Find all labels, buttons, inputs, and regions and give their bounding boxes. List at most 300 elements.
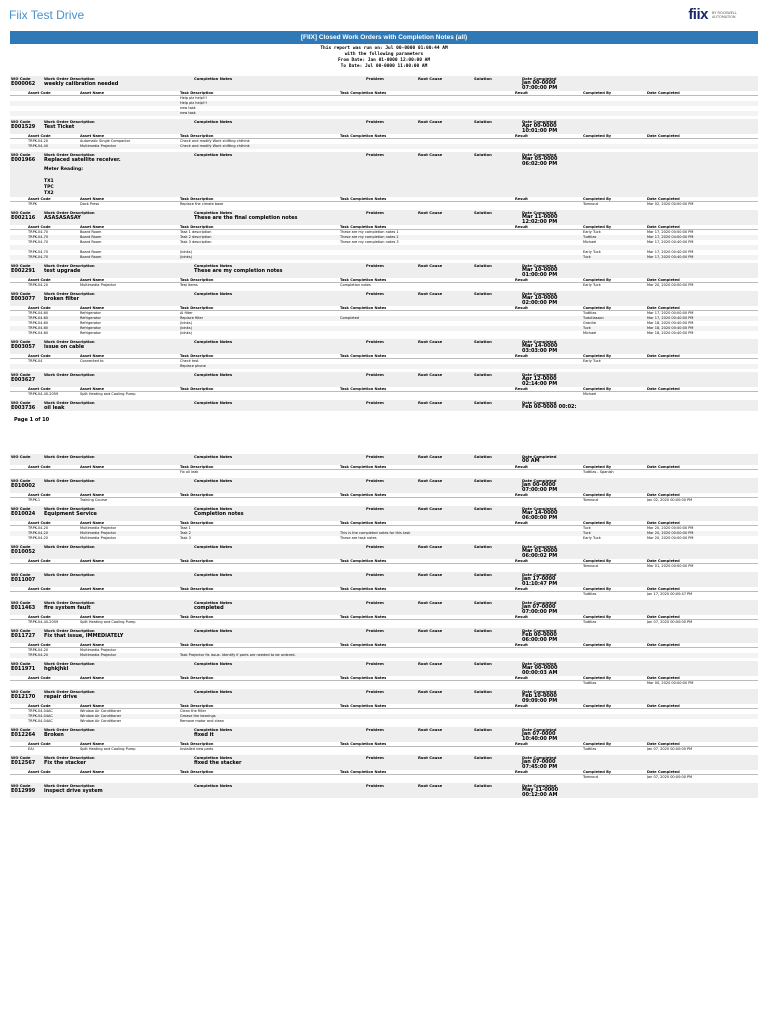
task-asset-name: Multimedia Projector [80,526,117,530]
task-row [10,111,758,116]
wo-code[interactable]: E010024 [11,511,36,517]
task-asset-code[interactable]: TRPK-1 [28,498,41,502]
label-problem: Problem [366,755,384,760]
label-task-notes: Task Completion Notes [340,676,387,680]
spacer [10,306,28,310]
label-wo-desc: Work Order Description [44,544,95,549]
label-problem: Problem [366,339,384,344]
wo-description: inspect drive system [44,788,103,794]
label-task-desc: Task Description [180,493,214,497]
spacer [10,615,28,619]
label-asset-name: Asset Name [80,704,105,708]
work-order-header [10,478,758,493]
task-description: Task Projector fix issue. Identify if parts are needed to be ordered. [180,653,296,657]
task-description: new task [180,111,196,115]
label-root-cause: Root Cause [418,783,443,788]
task-result [515,202,583,207]
header-values-row [10,296,758,306]
label-solution: Solution [474,210,492,215]
solution-value [474,549,522,559]
task-row [10,202,758,207]
completion-notes [194,377,366,387]
label-solution: Solution [474,76,492,81]
label-asset-name: Asset Name [80,587,105,591]
wo-code[interactable]: E002116 [11,215,36,221]
wo-code[interactable]: E000062 [11,81,36,87]
label-task-desc: Task Description [180,354,214,358]
label-task-notes: Task Completion Notes [340,521,387,525]
label-wo-code: WO Code [11,339,31,344]
completion-notes: Completion notes [194,511,244,517]
task-description: Clean the filter [180,709,207,713]
date-line: May 11-0000 [522,787,559,793]
wo-code[interactable]: E012567 [11,760,36,766]
date-completed [522,81,612,91]
wo-description [44,377,194,387]
label-root-cause: Root Cause [418,506,443,511]
date-line: Apr 00-0000 [522,123,557,129]
task-date-completed: Mar 18, 2020 00:40:00 PM [647,331,694,335]
task-completed-by: Early Tuck [583,359,601,363]
spacer [10,387,28,391]
label-result: Result [515,559,528,563]
task-asset-code[interactable]: TRPK-04-60 [28,326,49,330]
wo-code[interactable]: E002291 [11,268,36,274]
label-completion-notes: Completion Notes [194,263,233,268]
label-root-cause: Root Cause [418,544,443,549]
label-date-completed: Date Completed [522,152,557,157]
completion-notes [194,788,366,798]
wo-description: broken filter [44,296,80,302]
solution-value [474,788,522,798]
task-completion-notes [340,111,515,116]
date-line: 02:00:00 PM [522,300,558,306]
date-line: Jan 07-0000 [522,759,556,765]
task-completed-by: Granite [583,321,597,325]
task-description: Task 2 [180,531,191,535]
label-asset-code: Asset Code [28,465,51,469]
task-result [515,592,583,597]
task-asset-code[interactable]: TRPK-04-20 [28,536,49,540]
root-cause-value [418,666,474,676]
task-description: Help plz help!!! [180,96,208,100]
problem-value [366,81,418,91]
label-root-cause: Root Cause [418,210,443,215]
task-asset-code[interactable]: EAI [28,747,34,751]
label-completion-notes: Completion Notes [194,661,233,666]
task-date-completed: Mar 02, 2020 00:00:00 PM [647,202,694,206]
wo-code[interactable]: E011463 [11,605,36,611]
task-completion-notes [340,775,515,780]
completion-notes [194,344,366,354]
label-asset-name: Asset Name [80,493,105,497]
work-order-section [10,454,758,475]
app-title: Fiix Test Drive [9,8,85,22]
header-values-row [10,549,758,559]
task-asset-code[interactable]: TRPK-04-04AC [28,709,53,713]
task-date-completed: Mar 17, 2020 00:40:00 PM [647,316,694,320]
label-asset-name: Asset Name [80,387,105,391]
label-asset-name: Asset Name [80,278,105,282]
work-order-header [10,783,758,798]
task-asset-code[interactable]: TRPK-04-40 [28,144,49,148]
root-cause-value [418,577,474,587]
task-completed-by [583,111,647,116]
task-completed-by: Early Tuck [583,250,601,254]
label-asset-code: Asset Code [28,559,51,563]
spacer [10,536,28,541]
wo-code[interactable]: E011007 [11,577,36,583]
date-line: Apr 12-0000 [522,376,557,382]
label-completed-by: Completed By [583,770,612,774]
date-line: 06:00:00 PM [522,637,558,643]
label-date-completed: Date Completed [522,454,557,459]
task-completion-notes [340,747,515,752]
task-description: Check and modify Work shifting chthink [180,139,250,143]
task-completion-notes [340,653,515,658]
task-asset-code[interactable]: TRPK-04-70 [28,255,49,259]
task-date-completed [647,111,757,116]
label-completion-notes: Completion Notes [194,339,233,344]
spacer [10,498,28,503]
task-asset-name: Refrigerator [80,331,101,335]
completion-notes [194,296,366,306]
task-description: Help plz help!!! [180,101,208,105]
task-description: Installed new parts [180,747,214,751]
task-asset-code[interactable]: TRPK-04-04AC [28,714,53,718]
task-row [10,498,758,503]
label-task-desc: Task Description [180,742,214,746]
completion-notes: fixed it [194,732,214,738]
label-task-date: Date Completed [647,704,680,708]
label-result: Result [515,306,528,310]
label-task-notes: Task Completion Notes [340,225,387,229]
root-cause-value [418,405,474,411]
label-wo-code: WO Code [11,544,31,549]
label-date-completed: Date Completed [522,76,557,81]
label-asset-code: Asset Code [28,91,51,95]
task-description [180,620,340,625]
task-asset-code[interactable]: TRPK [28,202,37,206]
label-task-desc: Task Description [180,465,214,469]
label-task-date: Date Completed [647,91,680,95]
task-asset-name: Refrigerator [80,316,101,320]
task-asset-code[interactable] [28,364,80,369]
task-asset-name [80,470,180,475]
solution-value [474,666,522,676]
label-problem: Problem [366,544,384,549]
task-asset-code[interactable] [28,564,80,569]
date-line: 07:45:00 PM [522,764,558,770]
solution-value [474,633,522,643]
task-asset-name [80,564,180,569]
wo-code[interactable]: E003077 [11,296,36,302]
task-asset-code[interactable]: TRPK-04-20 [28,648,49,652]
wo-description: Fix the stacker [44,760,86,766]
task-asset-code[interactable]: TRPK-04-70 [28,240,49,244]
wo-code[interactable]: E011727 [11,633,36,639]
param-line: From Date: Jan 01-0000 12:00:00 AM [337,58,431,63]
task-description [180,564,340,569]
date-line: Mar 05-0000 [522,156,558,162]
completion-notes [194,549,366,559]
task-completed-by: Tomnout [583,564,599,568]
spacer [10,521,28,525]
task-asset-code[interactable]: TRPK-04-20 [28,283,49,287]
task-completed-by: Tuck [583,255,591,259]
wo-code[interactable]: E003736 [11,405,36,411]
task-completed-by: Tudtlias [583,681,597,685]
task-completion-notes [340,202,515,207]
task-row [10,747,758,752]
root-cause-value [418,788,474,798]
task-description: Task 1 [180,526,191,530]
task-description: Remove motor and clean [180,719,225,723]
task-description [180,498,340,503]
label-asset-code: Asset Code [28,197,51,201]
task-asset-code[interactable]: TRPK-04-20 [28,526,49,530]
label-wo-code: WO Code [11,210,31,215]
task-asset-code[interactable]: TRPK-04-04AC [28,719,53,723]
label-asset-name: Asset Name [80,465,105,469]
root-cause-value [418,296,474,306]
task-completion-notes: These are my completion notes 3 [340,240,399,244]
wo-code[interactable]: E001529 [11,124,36,130]
date-completed [522,732,612,742]
task-row [10,719,758,724]
label-task-notes: Task Completion Notes [340,134,387,138]
date-completed [522,215,612,225]
header-values-row [10,459,758,465]
root-cause-value [418,511,474,521]
label-completed-by: Completed By [583,278,612,282]
task-asset-name: Split Heating and Cooling Pump [80,620,136,624]
label-result: Result [515,704,528,708]
task-row [10,255,758,260]
task-date-completed: Mar 18, 2020 00:40:00 PM [647,326,694,330]
problem-value [366,377,418,387]
label-asset-code: Asset Code [28,704,51,708]
label-completed-by: Completed By [583,676,612,680]
wo-code[interactable]: E010002 [11,483,36,489]
task-description: Test items [180,283,198,287]
header-values-row [10,405,758,411]
wo-code[interactable]: E012170 [11,694,36,700]
task-asset-name: Board Room [80,230,102,234]
date-completed [522,268,612,278]
task-asset-code[interactable]: TRPK-04-70 [28,230,49,234]
task-date-completed [647,470,757,475]
label-problem: Problem [366,727,384,732]
wo-code[interactable]: E001966 [11,157,36,163]
wo-code[interactable]: E003057 [11,344,36,350]
task-asset-code[interactable]: TRPK-04-60 [28,311,49,315]
task-asset-name: Multimedia Projector [80,531,117,535]
label-problem: Problem [366,210,384,215]
wo-description: Fix that issue, IMMEDIATELY [44,633,124,639]
task-asset-code[interactable]: TRPK-04-40-2059 [28,620,59,624]
label-completion-notes: Completion Notes [194,628,233,633]
label-wo-code: WO Code [11,783,31,788]
label-result: Result [515,676,528,680]
task-description: (blnks) [180,326,192,330]
label-date-completed: Date Completed [522,661,557,666]
wo-code[interactable] [10,459,44,465]
task-asset-code[interactable]: TRPK-04-20 [28,653,49,657]
label-asset-name: Asset Name [80,134,105,138]
problem-value [366,268,418,278]
task-completed-by: Tudtlias [583,592,597,596]
label-result: Result [515,354,528,358]
task-asset-code[interactable] [28,681,80,686]
label-wo-code: WO Code [11,76,31,81]
label-task-date: Date Completed [647,587,680,591]
spacer [10,91,28,95]
label-task-notes: Task Completion Notes [340,387,387,391]
task-asset-name [80,592,180,597]
root-cause-value [418,732,474,742]
task-asset-code[interactable]: TRPK-04-60 [28,331,49,335]
date-completed [522,694,612,704]
task-completion-notes [340,681,515,686]
task-asset-code[interactable]: TRPK-04-20 [28,531,49,535]
label-result: Result [515,615,528,619]
label-solution: Solution [474,755,492,760]
task-row [10,283,758,288]
wo-code[interactable]: E010052 [11,549,36,555]
task-date-completed: Jan 02, 2020 00:00:00 PM [647,498,693,502]
task-asset-code[interactable] [28,470,80,475]
task-asset-code[interactable]: TRPK-04-60 [28,316,49,320]
label-task-notes: Task Completion Notes [340,643,387,647]
completion-notes [194,577,366,587]
date-line: Mar 10-0000 [522,267,558,273]
date-completed [522,788,612,798]
label-date-completed: Date Completed [522,400,557,405]
task-asset-code[interactable]: TRPK-04-20 [28,139,49,143]
task-completed-by [583,364,647,369]
label-completion-notes: Completion Notes [194,152,233,157]
date-line: Mar 01-0000 [522,548,558,554]
label-root-cause: Root Cause [418,76,443,81]
label-completion-notes: Completion Notes [194,400,233,405]
solution-value [474,694,522,704]
task-completion-notes: This is the completed notes for this task [340,531,411,535]
task-asset-code[interactable] [28,111,80,116]
wo-code[interactable]: E012264 [11,732,36,738]
date-line: 01:10:47 PM [522,581,558,587]
label-asset-code: Asset Code [28,387,51,391]
label-problem: Problem [366,628,384,633]
spacer [10,704,28,708]
task-date-completed: Jan 17, 2020 00:00:47 PM [647,592,693,596]
date-line: Jan 00-0000 [522,482,556,488]
label-date-completed: Date Completed [522,119,557,124]
label-solution: Solution [474,727,492,732]
spacer [10,354,28,358]
completion-notes [194,633,366,643]
label-wo-desc: Work Order Description [44,119,95,124]
date-line: 06:00:00 PM [522,515,558,521]
label-wo-desc: Work Order Description [44,755,95,760]
task-date-completed: Mar 00, 2020 00:00:00 PM [647,681,694,685]
task-asset-code[interactable]: TRPK-04-60 [28,321,49,325]
task-asset-code[interactable]: TRPK-04 [28,359,43,363]
task-description: Replace phone [180,364,206,368]
header-values-row [10,215,758,225]
date-line: 09:09:00 PM [522,698,558,704]
wo-code[interactable]: E012999 [11,788,36,794]
task-description: Check test [180,359,199,363]
label-solution: Solution [474,454,492,459]
task-completion-notes [340,392,515,397]
label-wo-code: WO Code [11,506,31,511]
task-description: Task 3 description [180,240,212,244]
note-extra-line: TX2 [44,191,54,196]
task-completion-notes [340,255,515,260]
wo-description: hghkjhkl [44,666,69,672]
label-completion-notes: Completion Notes [194,727,233,732]
work-order-section [10,478,758,503]
task-completed-by: Early Tuck [583,536,601,540]
label-wo-code: WO Code [11,755,31,760]
date-completed [522,296,612,306]
task-asset-code[interactable]: TRPK-04-70 [28,250,49,254]
label-root-cause: Root Cause [418,263,443,268]
wo-code[interactable]: E011971 [11,666,36,672]
task-asset-code[interactable]: TRPK-04-40-2059 [28,392,59,396]
label-completed-by: Completed By [583,587,612,591]
task-row [10,775,758,780]
task-date-completed: Jan 07, 2020 00:00:00 PM [647,775,693,779]
task-asset-name: Automatic Single Compactor [80,139,131,143]
task-completed-by [583,719,647,724]
task-result [515,681,583,686]
root-cause-value [418,268,474,278]
label-asset-name: Asset Name [80,770,105,774]
spacer [10,493,28,497]
completion-notes [194,459,366,465]
label-root-cause: Root Cause [418,661,443,666]
label-result: Result [515,465,528,469]
task-date-completed: Mar 17, 2020 00:40:00 PM [647,240,694,244]
problem-value [366,694,418,704]
label-date-completed: Date Completed [522,600,557,605]
task-completion-notes: These are my completion notes 1 [340,230,399,234]
work-order-header [10,119,758,134]
label-solution: Solution [474,478,492,483]
task-result [515,144,583,149]
task-completed-by: Early Tuck [583,230,601,234]
task-description: new task [180,106,196,110]
wo-description: Broken [44,732,64,738]
work-order-header [10,506,758,521]
task-asset-code[interactable] [28,775,80,780]
spacer [10,465,28,469]
spacer [10,559,28,563]
wo-code[interactable]: E003627 [11,377,36,383]
label-wo-desc: Work Order Description [44,400,95,405]
work-order-section [10,339,758,369]
task-date-completed: Mar 20, 2020 00:00:00 PM [647,536,694,540]
task-asset-code[interactable] [28,592,80,597]
work-order-header [10,544,758,559]
label-result: Result [515,387,528,391]
label-problem: Problem [366,76,384,81]
task-asset-code[interactable]: TRPK-04-70 [28,235,49,239]
label-root-cause: Root Cause [418,755,443,760]
wo-description: Equipment Service [44,511,97,517]
